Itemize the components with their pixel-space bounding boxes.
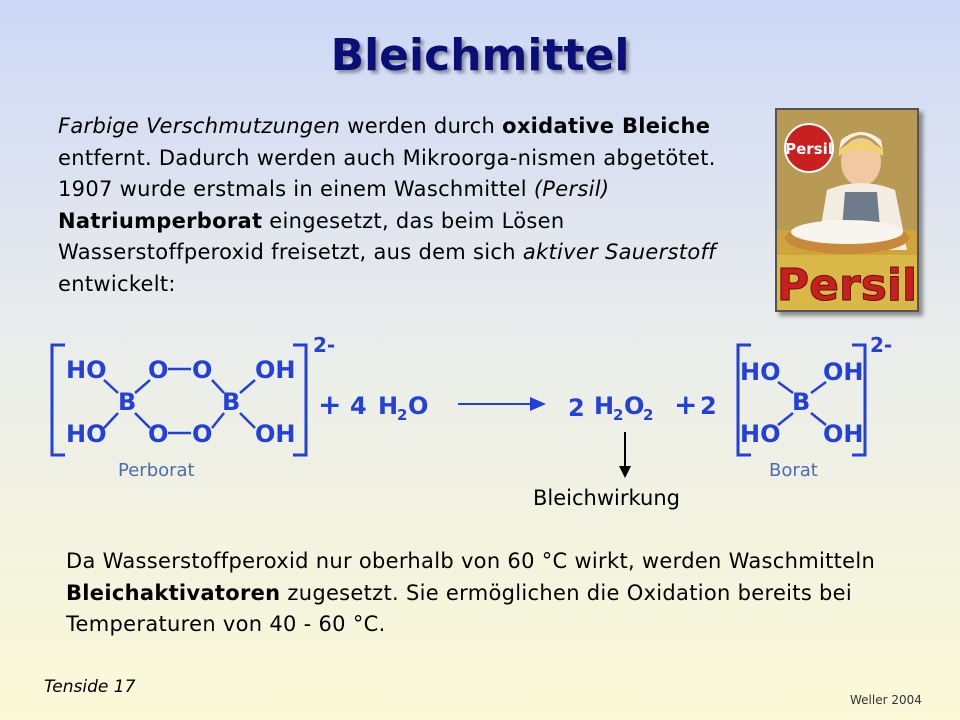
outro-paragraph [66, 546, 926, 641]
label-bleichwirkung: Bleichwirkung [533, 486, 680, 510]
intro-em-1: Farbige Verschmutzungen [58, 114, 341, 138]
intro-text-2: werden durch [340, 114, 503, 138]
label-borat: Borat [769, 460, 818, 481]
borat-ho-bottom: HO [740, 420, 781, 448]
perborat-bracket-left [52, 345, 65, 455]
water-sub: 2 [397, 406, 408, 424]
intro-paragraph [58, 111, 758, 300]
plus-sign-1: + [318, 388, 342, 421]
perborat-charge: 2- [313, 333, 336, 357]
reaction-arrow-head [530, 397, 546, 411]
slide-title: Bleichmittel [330, 30, 630, 81]
intro-text-8: eingesetzt, das beim Lösen Wasserstoffperoxid freisetzt, aus dem sich [58, 208, 565, 264]
perborat-oh-top: OH [255, 356, 296, 384]
water-coefficient: 4 [350, 392, 367, 420]
intro-text-10: entwickelt: [58, 271, 176, 296]
peroxide-o: O [624, 392, 645, 420]
peroxide-sub-h: 2 [613, 406, 624, 424]
persil-poster-image [775, 108, 919, 312]
perborat-oh-bottom: OH [255, 420, 296, 448]
plus-sign-2: + [674, 388, 698, 421]
borat-oh-bottom: OH [823, 420, 864, 448]
perborat-o1-top: O [148, 356, 169, 384]
intro-bold-3: oxidative Bleiche [502, 114, 711, 138]
perborat-ho-bottom: HO [66, 420, 107, 448]
label-perborat: Perborat [118, 460, 195, 481]
outro-text-3: zugesetzt. Sie ermöglichen die Oxidation bereits bei Temperaturen von 40 - 60 °C. [66, 580, 853, 636]
outro-text-1: Da Wasserstoffperoxid nur oberhalb von 60 °C wirkt, werden Waschmitteln [66, 549, 876, 573]
bleich-arrow-head [619, 466, 631, 478]
footer-author: Weller 2004 [850, 693, 922, 707]
outro-bold-2: Bleichaktivatoren [66, 580, 281, 605]
reaction-equation [0, 320, 960, 480]
peroxide-h: H [594, 392, 615, 420]
perborat-b-left: B [118, 388, 137, 416]
perborat-o1-bottom: O [148, 420, 169, 448]
borat-oh-top: OH [823, 358, 864, 386]
water-h: H [378, 392, 399, 420]
peroxide-sub-o: 2 [643, 406, 654, 424]
intro-em-9: aktiver Sauerstoff [522, 240, 716, 264]
poster-big-text: Persil [777, 260, 917, 310]
intro-bold-7: Natriumperborat [58, 208, 263, 233]
perborat-ho-top: HO [66, 356, 107, 384]
intro-text-4: entfernt. Dadurch werden auch Mikroorga-nismen abgetötet. 1907 wurde erstmals in einem Waschmittel [58, 145, 716, 201]
water-o: O [408, 392, 429, 420]
perborat-o2-top: O [192, 356, 213, 384]
peroxide-coefficient: 2 [568, 394, 585, 422]
footer-slide-number: Tenside 17 [44, 677, 136, 697]
perborat-b-right: B [222, 388, 241, 416]
poster-logo-text: Persil [785, 140, 833, 158]
borate-coefficient: 2 [700, 392, 717, 420]
borat-charge: 2- [870, 333, 893, 357]
perborat-o2-bottom: O [192, 420, 213, 448]
intro-em-5: (Persil) [533, 177, 610, 201]
borat-b: B [792, 388, 811, 416]
borat-ho-top: HO [740, 358, 781, 386]
